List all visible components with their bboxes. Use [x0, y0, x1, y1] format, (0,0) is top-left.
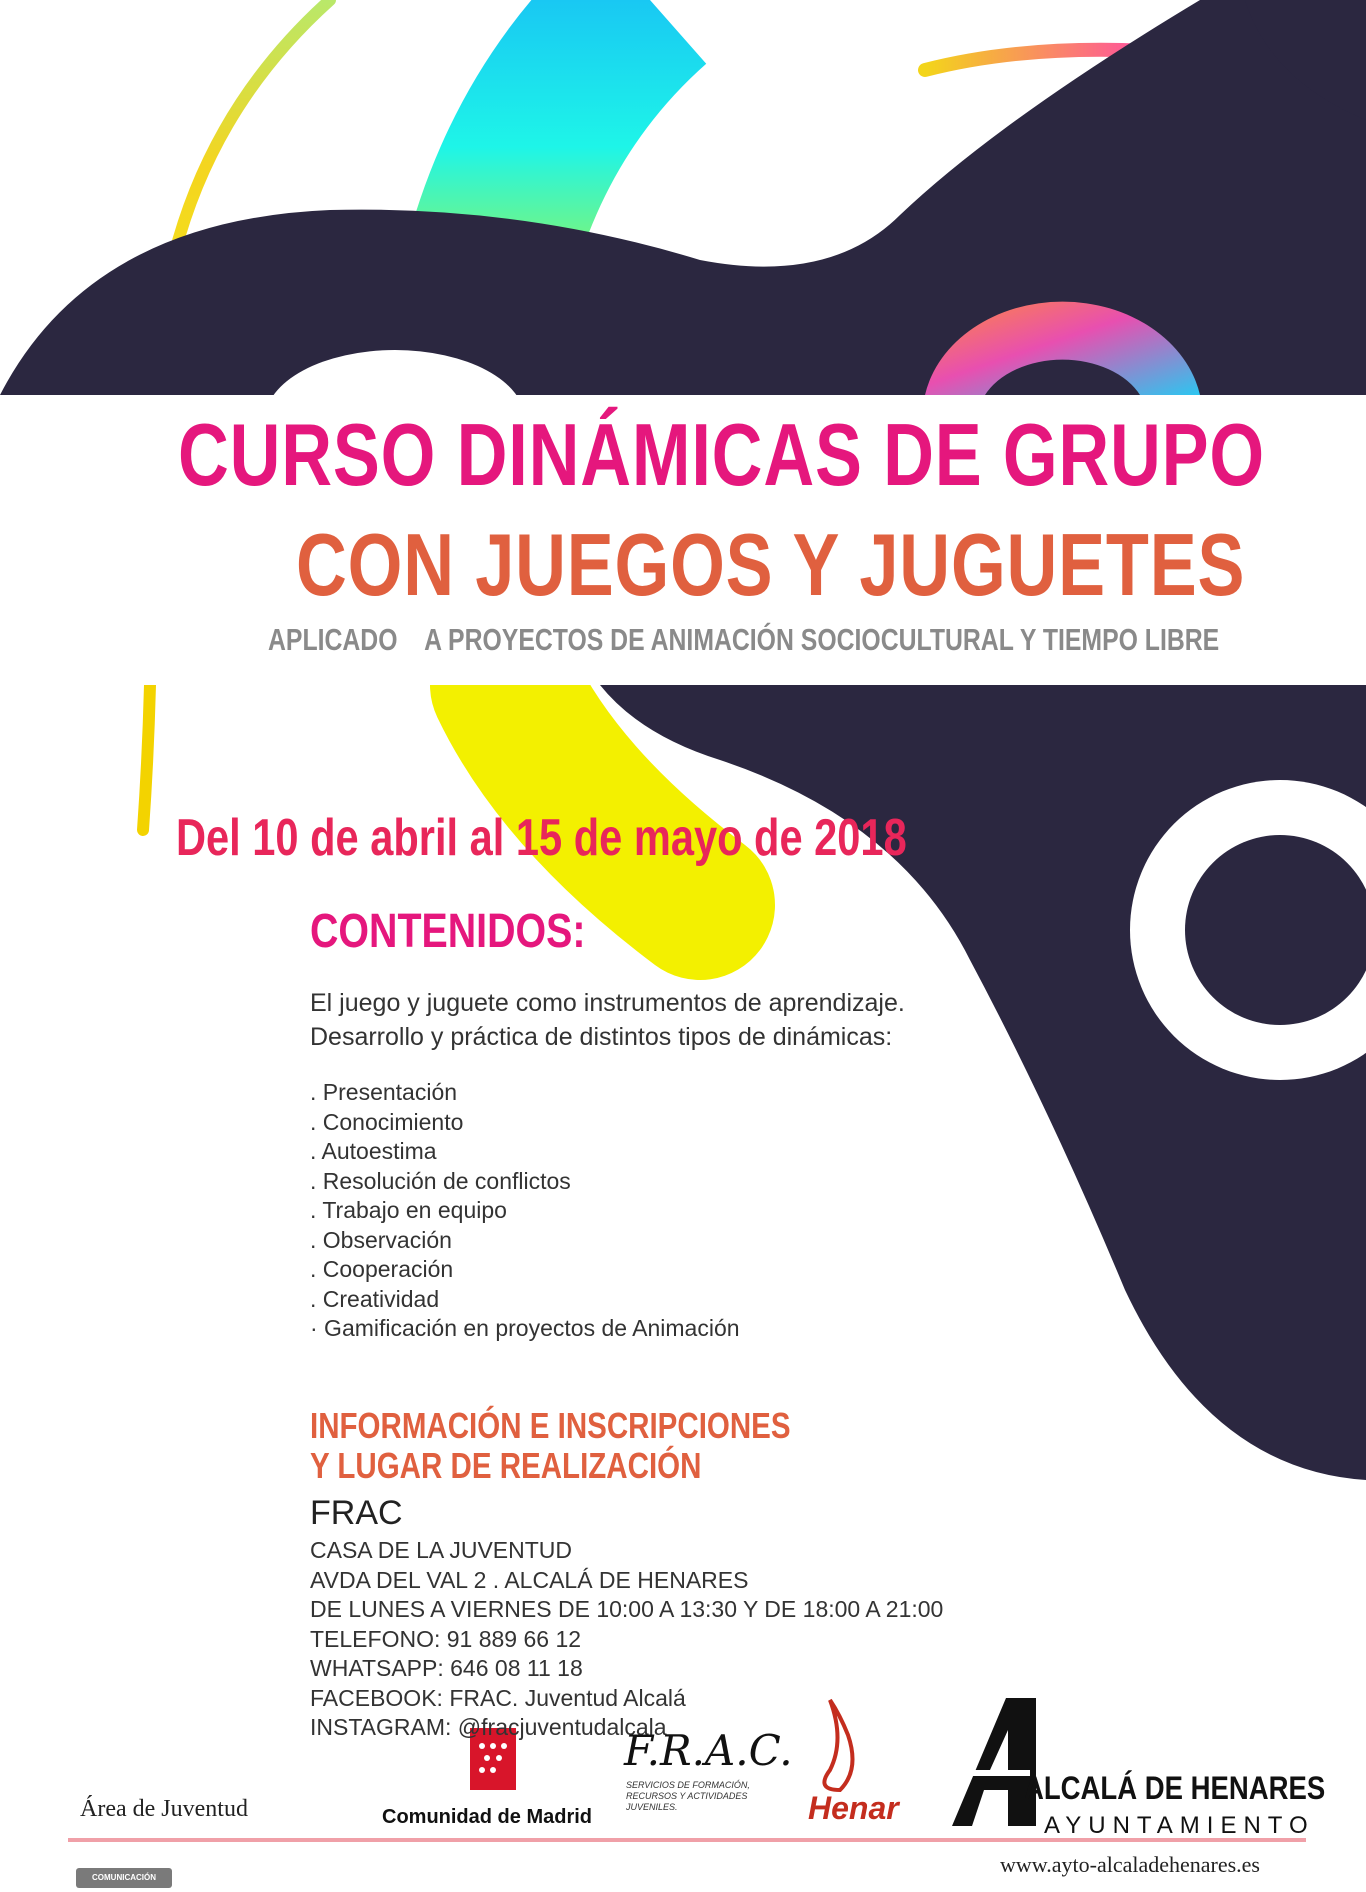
list-item: . Autoestima [310, 1138, 437, 1164]
detail-line: CASA DE LA JUVENTUD [310, 1537, 573, 1563]
contents-intro-line: El juego y juguete como instrumentos de aprendizaje. [310, 989, 905, 1017]
contents-intro-line: Desarrollo y práctica de distintos tipos de dinámicas: [310, 1023, 893, 1051]
list-item: . Conocimiento [310, 1108, 464, 1135]
list-item: . Trabajo en equipo [310, 1197, 507, 1223]
course-dates: Del 10 de abril al 15 de mayo de 2018 [176, 809, 907, 867]
area-label: Área de Juventud [80, 1796, 248, 1822]
frac-logo: F.R.A.C. [624, 1726, 793, 1775]
contact-details [310, 1536, 943, 1743]
list-item: . Observación [310, 1226, 452, 1253]
website-link[interactable]: www.ayto-alcaladehenares.es [1000, 1852, 1260, 1877]
madrid-logo-label: Comunidad de Madrid [382, 1806, 592, 1828]
thin-arc-bottom-left [143, 685, 150, 830]
instagram-line: INSTAGRAM: @fracjuventudalcala [310, 1714, 667, 1740]
whatsapp-line: WHATSAPP: 646 08 11 18 [310, 1655, 583, 1681]
frac-logo-subtitle: SERVICIOS DE FORMACIÓN, RECURSOS Y ACTIVIDADES JUVENILES. [626, 1780, 750, 1812]
list-item: . Cooperación [310, 1256, 454, 1282]
contents-heading: CONTENIDOS: [310, 905, 586, 958]
info-heading [310, 1406, 791, 1486]
facebook-line: FACEBOOK: FRAC. Juventud Alcalá [310, 1684, 686, 1711]
course-subtitle: APLICADO A PROYECTOS DE ANIMACIÓN SOCIOCULTURAL Y TIEMPO LIBRE [268, 622, 1220, 657]
info-heading-line2: Y LUGAR DE REALIZACIÓN [310, 1445, 702, 1486]
organization-name: FRAC [310, 1494, 403, 1532]
list-item: . Presentación [310, 1079, 458, 1105]
course-title-line1: CURSO DINÁMICAS DE GRUPO [178, 405, 1265, 504]
alcala-a-stripes [940, 1770, 1030, 1776]
list-item: . Creatividad [310, 1285, 440, 1312]
detail-line: AVDA DEL VAL 2 . ALCALÁ DE HENARES [310, 1566, 749, 1593]
alcala-logo-name: ALCALÁ DE HENARES [1024, 1770, 1326, 1806]
course-title-line2: CON JUEGOS Y JUGUETES [296, 515, 1246, 614]
detail-line: DE LUNES A VIERNES DE 10:00 A 13:30 Y DE 18:00 A 21:00 [310, 1596, 944, 1622]
list-item: . Resolución de conflictos [310, 1167, 571, 1194]
info-heading-line1: INFORMACIÓN E INSCRIPCIONES [310, 1405, 791, 1446]
communication-badge: COMUNICACIÓN [76, 1868, 172, 1888]
contents-intro [310, 986, 905, 1054]
alcala-logo-sub: AYUNTAMIENTO [1044, 1812, 1315, 1839]
phone-line: TELEFONO: 91 889 66 12 [310, 1625, 582, 1652]
contents-list [310, 1078, 740, 1344]
henar-logo: Henar [808, 1790, 899, 1826]
list-item: · Gamificación en proyectos de Animación [310, 1315, 740, 1341]
